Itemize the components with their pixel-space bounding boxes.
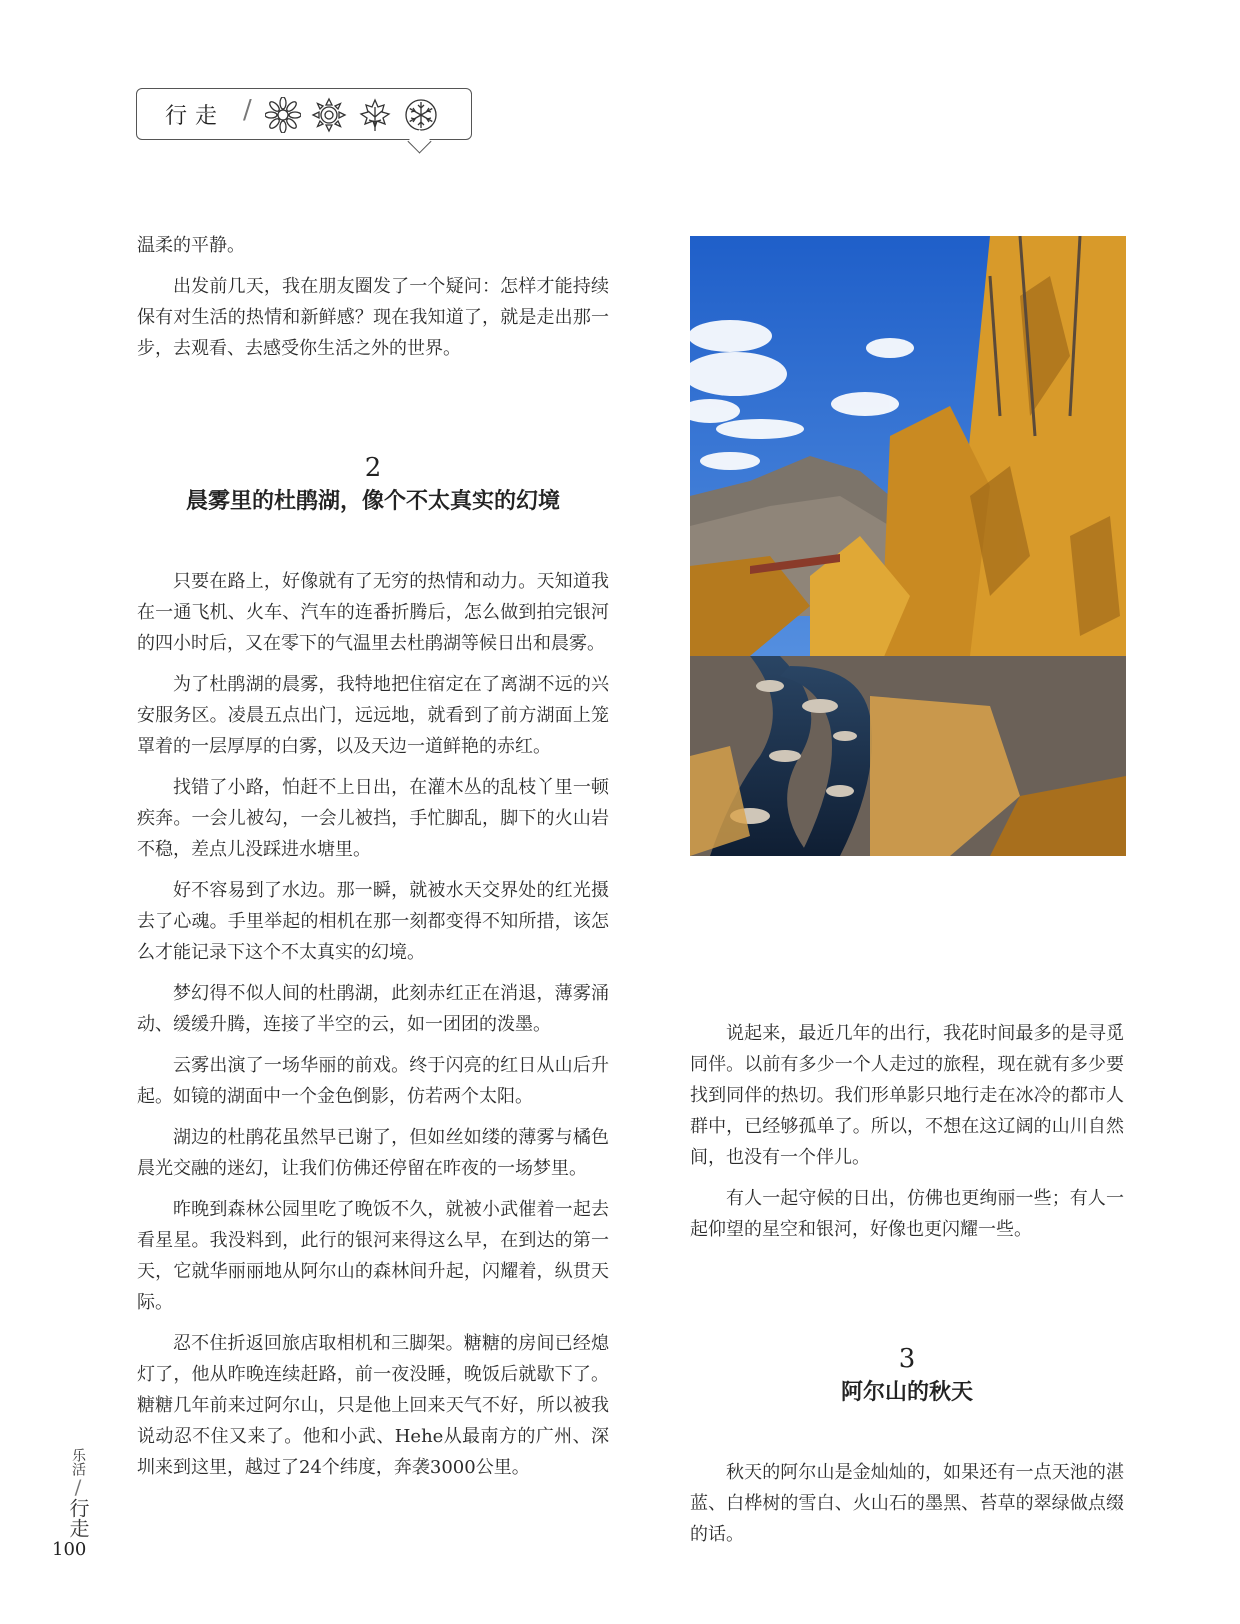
snowflake-icon bbox=[403, 97, 439, 133]
paragraph: 秋天的阿尔山是金灿灿的，如果还有一点天池的湛蓝、白桦树的雪白、火山石的墨黑、苔草的翠绿做点缀的话。 bbox=[690, 1462, 1124, 1545]
section-title: 行走 bbox=[165, 104, 226, 129]
section-number: 2 bbox=[364, 453, 382, 483]
page-sidebar-label bbox=[58, 1448, 98, 1538]
left-column bbox=[137, 230, 609, 1493]
right-column bbox=[690, 1018, 1124, 1560]
autumn-stream-photo bbox=[690, 236, 1126, 856]
paragraph: 梦幻得不似人间的杜鹃湖，此刻赤红正在消退，薄雾涌动、缓缓升腾，连接了半空的云，如一团团的泼墨。 bbox=[137, 983, 609, 1035]
paragraph: 忍不住折返回旅店取相机和三脚架。糖糖的房间已经熄灯了，他从昨晚连续赶路，前一夜没睡，晚饭后就歇下了。糖糖几年前来过阿尔山，只是他上回来天气不好，所以被我说动忍不住又来了。他和小武、Hehe从最南方的广州、深圳来到这里，越过了24个纬度，奔袭3000公里。 bbox=[137, 1333, 609, 1478]
section-number: 3 bbox=[898, 1344, 916, 1374]
section-header bbox=[136, 88, 472, 140]
maple-leaf-icon bbox=[357, 97, 393, 133]
section-heading: 阿尔山的秋天 bbox=[840, 1379, 973, 1405]
sidebar-divider: / bbox=[74, 1475, 82, 1499]
sunflower-icon bbox=[265, 97, 301, 133]
magazine-category: 乐活 bbox=[70, 1448, 86, 1476]
paragraph: 好不容易到了水边。那一瞬，就被水天交界处的红光摄去了心魂。手里举起的相机在那一刻都变得不知所措，该怎么才能记录下这个不太真实的幻境。 bbox=[137, 880, 609, 963]
sun-icon bbox=[311, 97, 347, 133]
paragraph: 云雾出演了一场华丽的前戏。终于闪亮的红日从山后升起。如镜的湖面中一个金色倒影，仿若两个太阳。 bbox=[137, 1055, 609, 1107]
paragraph: 为了杜鹃湖的晨雾，我特地把住宿定在了离湖不远的兴安服务区。凌晨五点出门，远远地，就看到了前方湖面上笼罩着的一层厚厚的白雾，以及天边一道鲜艳的赤红。 bbox=[137, 674, 609, 757]
page-number: 100 bbox=[52, 1539, 87, 1560]
header-divider: / bbox=[243, 95, 252, 125]
paragraph: 出发前几天，我在朋友圈发了一个疑问：怎样才能持续保有对生活的热情和新鲜感？现在我知道了，就是走出那一步，去观看、去感受你生活之外的世界。 bbox=[137, 276, 609, 359]
paragraph: 昨晚到森林公园里吃了晚饭不久，就被小武催着一起去看星星。我没料到，此行的银河来得这么早，在到达的第一天，它就华丽丽地从阿尔山的森林间升起，闪耀着，纵贯天际。 bbox=[137, 1199, 609, 1313]
header-pointer bbox=[407, 129, 431, 153]
paragraph: 湖边的杜鹃花虽然早已谢了，但如丝如缕的薄雾与橘色晨光交融的迷幻，让我们仿佛还停留在昨夜的一场梦里。 bbox=[137, 1127, 609, 1179]
paragraph: 说起来，最近几年的出行，我花时间最多的是寻觅同伴。以前有多少一个人走过的旅程，现在就有多少要找到同伴的热切。我们形单影只地行走在冰冷的都市人群中，已经够孤单了。所以，不想在这辽阔的山川自然间，也没有一个伴儿。 bbox=[690, 1023, 1124, 1168]
paragraph: 温柔的平静。 bbox=[137, 235, 245, 256]
sidebar-section: 行走 bbox=[66, 1498, 90, 1538]
paragraph: 找错了小路，怕赶不上日出，在灌木丛的乱枝丫里一顿疾奔。一会儿被勾，一会儿被挡，手忙脚乱，脚下的火山岩不稳，差点儿没踩进水塘里。 bbox=[137, 777, 609, 860]
section-heading: 晨雾里的杜鹃湖，像个不太真实的幻境 bbox=[185, 488, 560, 514]
paragraph: 有人一起守候的日出，仿佛也更绚丽一些；有人一起仰望的星空和银河，好像也更闪耀一些。 bbox=[690, 1188, 1124, 1240]
paragraph: 只要在路上，好像就有了无穷的热情和动力。天知道我在一通飞机、火车、汽车的连番折腾后，怎么做到拍完银河的四小时后，又在零下的气温里去杜鹃湖等候日出和晨雾。 bbox=[137, 571, 609, 654]
